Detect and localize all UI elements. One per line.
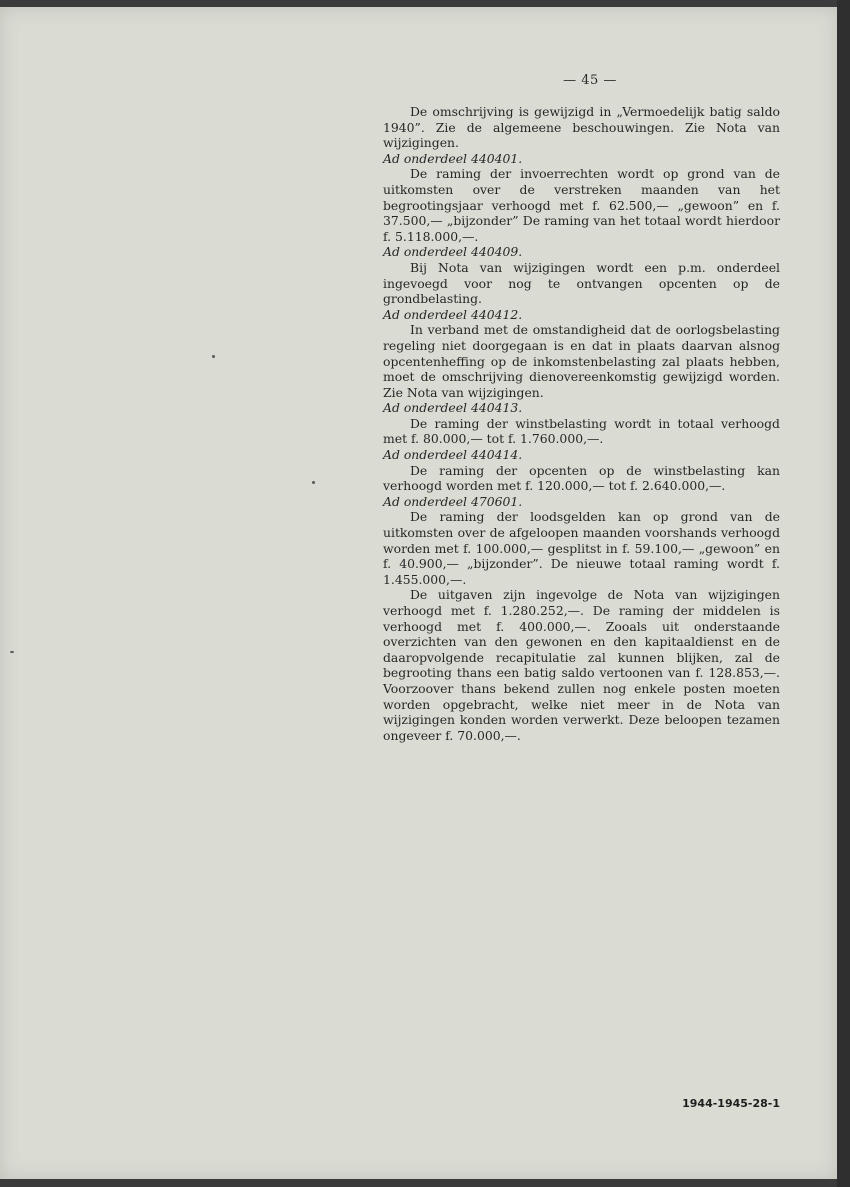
paragraph: De omschrijving is gewijzigd in „Vermoedelijk batig saldo 1940”. Zie de algemeene beschouwingen. Zie Nota van wijzigingen. xyxy=(383,104,780,151)
section-heading: Ad onderdeel 470601. xyxy=(383,493,523,509)
paragraph: De raming der winstbelasting wordt in totaal verhoogd met f. 80.000,— tot f. 1.760.000,—. xyxy=(383,415,780,447)
section-heading: Ad onderdeel 440409. xyxy=(383,244,523,260)
paragraph: Bij Nota van wijzigingen wordt een p.m. onderdeel ingevoegd voor nog te ontvangen opcenten op de grondbelasting. xyxy=(383,259,780,307)
paragraph: De raming der loodsgelden kan op grond van de uitkomsten over de afgeloopen maanden voorshands verhoogd worden met f. 100.000,— gesplitst in f. 59.100,— „gewoon” en f. 40.900,— „bijzonder”. De nieuwe totaal raming wordt f. 1.455.000,—. xyxy=(383,509,780,587)
paragraph: De raming der invoerrechten wordt op grond van de uitkomsten over de verstreken maanden van het begrootingsjaar verhoogd met f. 62.500,— „gewoon” en f. 37.500,— „bijzonder” De raming van het totaal wordt hierdoor f. 5.118.000,—. xyxy=(383,166,780,244)
paper-speck xyxy=(10,651,14,653)
paragraph: De uitgaven zijn ingevolge de Nota van wijzigingen verhoogd met f. 1.280.252,—. De raming der middelen is verhoogd met f. 400.000,—. Zooals uit onderstaande overzichten van den gewonen en den kapitaaldienst en de daaropvolgende recapitulatie zal kunnen blijken, zal de begrooting thans een batig saldo vertoonen van f. 128.853,—. Voorzoover thans bekend zullen nog enkele posten moeten worden opgebracht, welke niet meer in de Nota van wijzigingen konden worden verwerkt. Deze beloopen tezamen ongeveer f. 70.000,—. xyxy=(383,587,780,743)
section-heading: Ad onderdeel 440412. xyxy=(383,306,523,322)
scan-border xyxy=(837,0,850,1187)
page-number: — 45 — xyxy=(563,73,617,88)
section-heading: Ad onderdeel 440414. xyxy=(383,447,523,463)
paper-speck xyxy=(312,481,315,484)
document-page xyxy=(0,7,837,1179)
paragraph: De raming der opcenten op de winstbelasting kan verhoogd worden met f. 120.000,— tot f. 2.640.000,—. xyxy=(383,462,780,494)
paper-speck xyxy=(212,355,215,358)
text-column xyxy=(383,104,780,743)
paragraph: In verband met de omstandigheid dat de oorlogsbelasting regeling niet doorgegaan is en dat in plaats daarvan alsnog opcentenheffing op de inkomstenbelasting zal plaats hebben, moet de omschrijving dienovereenkomstig gewijzigd worden. Zie Nota van wijzigingen. xyxy=(383,322,780,400)
section-heading: Ad onderdeel 440401. xyxy=(383,150,523,166)
archive-code: 1944-1945-28-1 xyxy=(682,1097,780,1110)
section-heading: Ad onderdeel 440413. xyxy=(383,400,523,416)
